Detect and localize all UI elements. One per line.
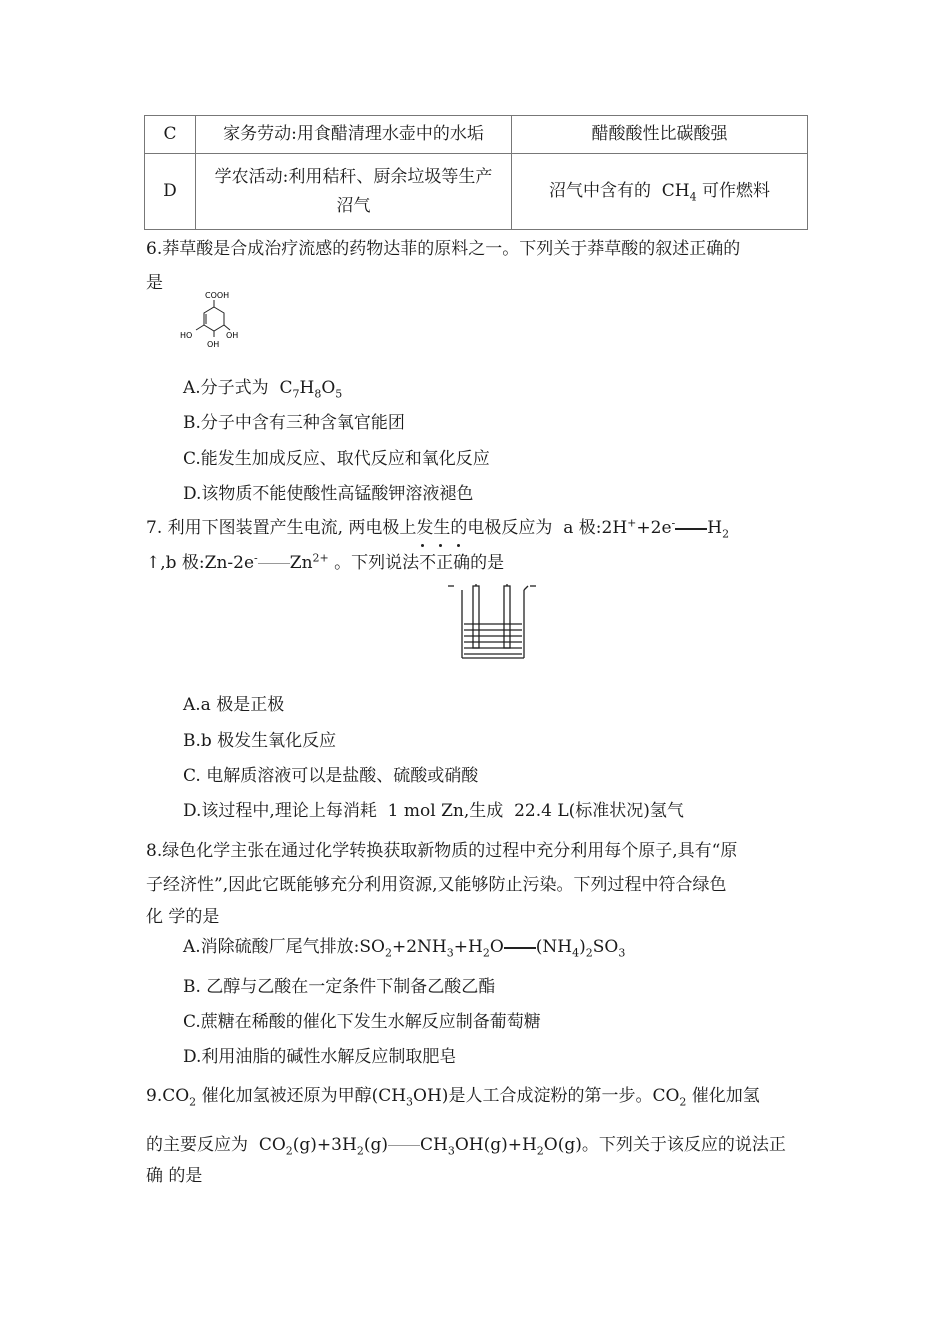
activity-cell xyxy=(196,154,512,230)
q7-option-d: D.该过程中,理论上每消耗 1 mol Zn,生成 22.4 L(标准状况)氢气 xyxy=(183,801,684,821)
options-table xyxy=(144,115,808,230)
subscript: 4 xyxy=(689,190,697,204)
row-label: C xyxy=(145,116,196,154)
q9-stem-cont: 的主要反应为 $CO_2(g)+3H_2(g)$ $CH_3OH(g)+H_2O(g)$。下列关于该反应的说法正 xyxy=(146,1135,786,1158)
reaction-arrow xyxy=(504,947,536,949)
galvanic-cell-diagram xyxy=(446,582,540,666)
q8-stem: 8.绿色化学主张在通过化学转换获取新物质的过程中充分利用每个原子,具有“原 xyxy=(146,841,738,861)
reason-text: 可作燃料 xyxy=(702,181,771,202)
reason-cell: 醋酸酸性比碳酸强 xyxy=(512,116,808,154)
reaction-arrow xyxy=(258,563,290,564)
reason-cell xyxy=(512,154,808,230)
reaction-arrow xyxy=(388,1145,420,1146)
cooh-label: COOH xyxy=(205,291,230,300)
q6-option-d: D.该物质不能使酸性高锰酸钾溶液褪色 xyxy=(183,484,474,504)
table-row xyxy=(145,116,808,154)
ho-label: HO xyxy=(180,331,193,340)
q7-option-b: B.b 极发生氧化反应 xyxy=(183,731,337,751)
q6-option-c: C.能发生加成反应、取代反应和氧化反应 xyxy=(183,449,490,469)
emphasis-dot xyxy=(457,544,460,547)
q8-stem-cont: 子经济性”,因此它既能够充分利用资源,又能够防止污染。下列过程中符合绿色 xyxy=(146,875,727,895)
q6-stem: 6.莽草酸是合成治疗流感的药物达菲的原料之一。下列关于莽草酸的叙述正确的 xyxy=(146,239,741,259)
reaction-arrow xyxy=(675,528,707,530)
table-row xyxy=(145,154,808,230)
activity-line: 沼气 xyxy=(336,195,371,216)
q6-option-a: A.分子式为 $C_7H_8O_5$ xyxy=(183,378,343,401)
q8-option-a: A.消除硫酸厂尾气排放$:SO_2+2NH_3+H_2O$ $(NH_4)_2SO_3$ xyxy=(183,937,626,960)
emphasis-text: 不正确 xyxy=(419,553,471,573)
formula: CH xyxy=(661,181,690,202)
q8-stem-cont: 化 学的是 xyxy=(146,907,220,927)
oh-label: OH xyxy=(226,331,239,340)
q8-option-b: B. 乙醇与乙酸在一定条件下制备乙酸乙酯 xyxy=(183,977,496,997)
activity-line: 学农活动:利用秸秆、厨余垃圾等生产 xyxy=(214,166,493,187)
q7-stem: 7. 利用下图装置产生电流, 两电极上发生的电极反应为 a 极:2H++2e- $H_2$ xyxy=(146,516,730,541)
q6-option-b: B.分子中含有三种含氧官能团 xyxy=(183,413,405,433)
shikimic-acid-structure xyxy=(178,290,248,352)
q8-option-d: D.利用油脂的碱性水解反应制取肥皂 xyxy=(183,1047,457,1067)
q7-stem-cont: ↑,b 极:Zn-2e- $Zn^{2+}$ 。下列说法不正确的是 xyxy=(146,551,505,573)
q9-stem: $9.CO_2$ 催化加氢被还原为甲醇$(CH_3OH)$是人工合成淀粉的第一步。$CO_2$ 催化加氢 xyxy=(146,1086,760,1109)
row-label: D xyxy=(145,154,196,230)
q7-option-a: A.a 极是正极 xyxy=(183,695,285,715)
q8-option-c: C.蔗糖在稀酸的催化下发生水解反应制备葡萄糖 xyxy=(183,1012,541,1032)
activity-cell: 家务劳动:用食醋清理水壶中的水垢 xyxy=(196,116,512,154)
reason-text: 沼气中含有的 xyxy=(548,181,651,202)
q7-option-c: C. 电解质溶液可以是盐酸、硫酸或硝酸 xyxy=(183,766,479,786)
q9-stem-cont: 确 的是 xyxy=(146,1166,203,1186)
emphasis-dot xyxy=(439,544,442,547)
emphasis-dot xyxy=(421,544,424,547)
oh-label: OH xyxy=(207,340,220,349)
q6-stem-cont: 是 xyxy=(146,273,163,293)
